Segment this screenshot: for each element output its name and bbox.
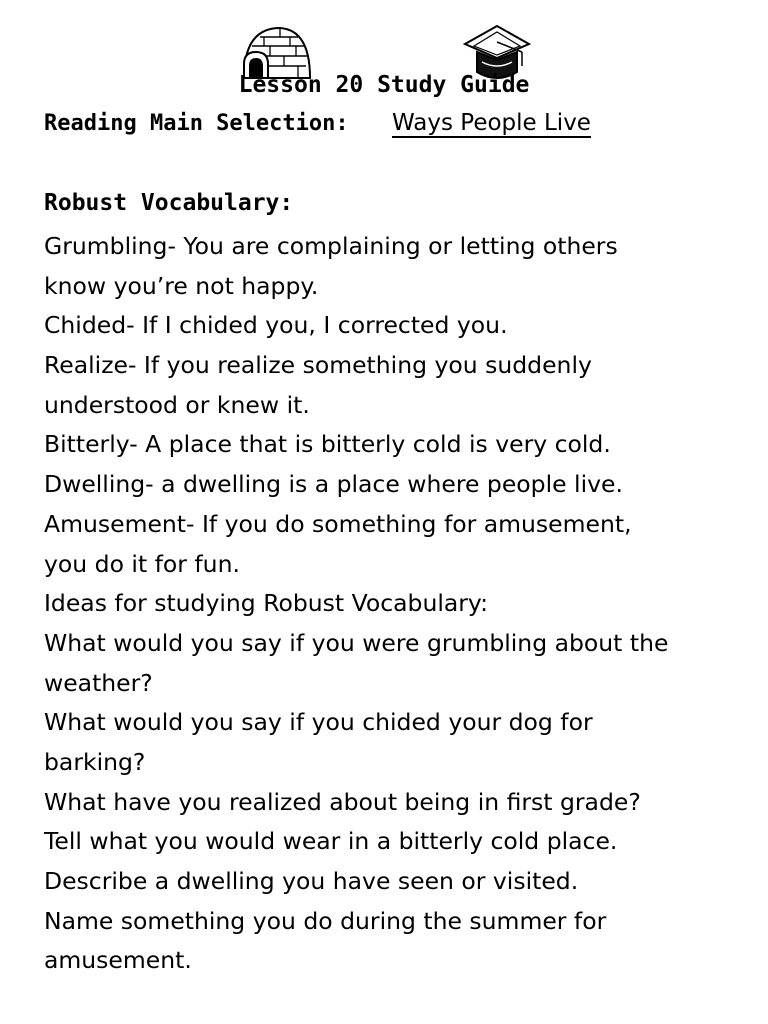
text-line: understood or knew it.: [44, 390, 310, 419]
text-line: Realize- If you realize something you suddenly: [44, 351, 592, 380]
title-area: [0, 20, 768, 100]
text-line: amusement.: [44, 946, 192, 975]
vocabulary-body: [44, 227, 734, 981]
vocabulary-heading: Robust Vocabulary:: [44, 190, 294, 216]
text-line: What would you say if you were grumbling about the: [44, 628, 669, 657]
text-line: What would you say if you chided your dog for: [44, 708, 593, 737]
text-line: Tell what you would wear in a bitterly cold place.: [44, 827, 618, 856]
text-line: barking?: [44, 747, 146, 776]
text-line: Ideas for studying Robust Vocabulary:: [44, 589, 489, 618]
text-line: Dwelling- a dwelling is a place where people live.: [44, 470, 623, 499]
selection-title: Ways People Live: [392, 110, 591, 136]
page-title: Lesson 20 Study Guide: [238, 72, 530, 98]
text-line: Chided- If I chided you, I corrected you.: [44, 311, 508, 340]
text-line: Grumbling- You are complaining or letting others: [44, 232, 618, 260]
text-line: weather?: [44, 668, 153, 697]
text-line: Name something you do during the summer for: [44, 906, 607, 935]
text-line: Amusement- If you do something for amusement,: [44, 509, 632, 538]
reading-selection: [44, 110, 591, 136]
text-line: Describe a dwelling you have seen or visited.: [44, 867, 579, 895]
selection-label: Reading Main Selection:: [44, 111, 349, 136]
text-line: know you’re not happy.: [44, 271, 319, 300]
text-line: Bitterly- A place that is bitterly cold is very cold.: [44, 430, 611, 459]
text-line: you do it for fun.: [44, 549, 240, 578]
text-line: What have you realized about being in first grade?: [44, 787, 641, 816]
